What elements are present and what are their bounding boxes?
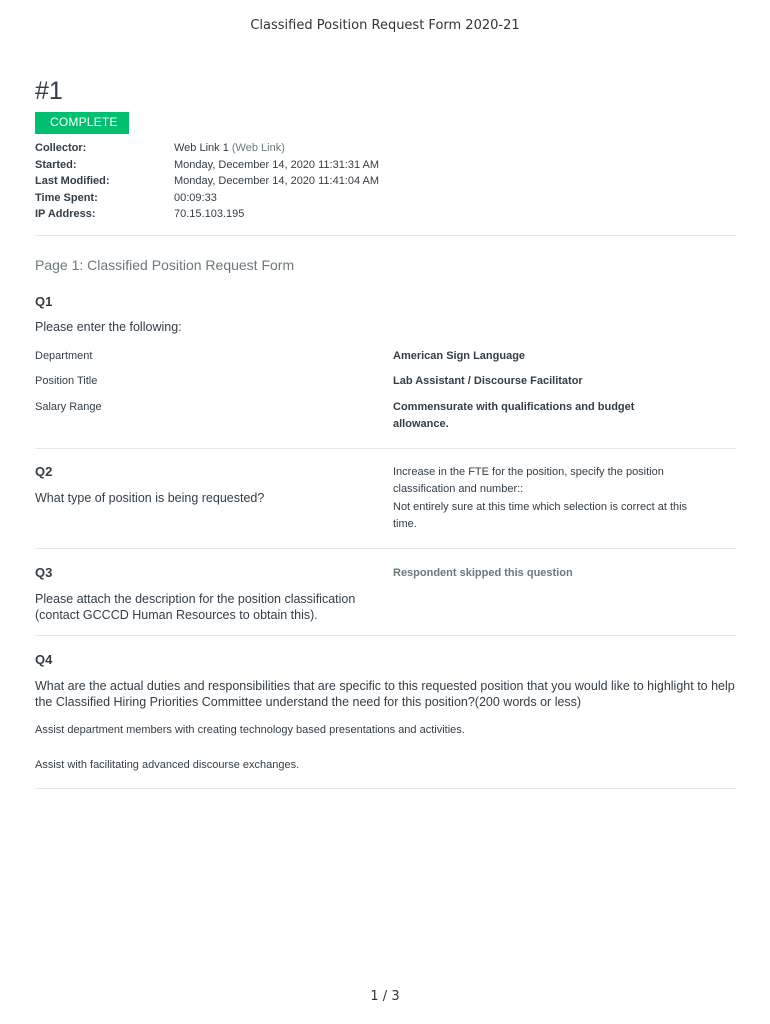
collector-type: (Web Link) <box>231 142 285 154</box>
question-left-col <box>35 565 393 623</box>
answer-row-position-title <box>35 373 736 399</box>
answer-text: Assist department members with creating technology based presentations and activities. <box>35 723 465 736</box>
divider <box>35 635 736 636</box>
meta-label: Started: <box>35 158 77 171</box>
meta-label: IP Address: <box>35 208 96 220</box>
answer-key: Position Title <box>35 375 98 387</box>
question-left-col <box>35 464 393 534</box>
question-label-q3: Q3 <box>35 564 53 580</box>
status-badge: COMPLETE <box>35 112 129 134</box>
response-metadata <box>35 140 736 223</box>
question-label-q1: Q1 <box>35 293 53 309</box>
question-label-q2: Q2 <box>35 463 53 479</box>
meta-value: Monday, December 14, 2020 11:31:31 AM <box>174 158 380 171</box>
meta-value: 00:09:33 <box>174 191 217 204</box>
meta-label: Collector: <box>35 142 87 154</box>
meta-value: 70.15.103.195 <box>174 208 245 220</box>
answer-value: Commensurate with qualifications and budget allowance. <box>393 400 635 430</box>
answer-value: American Sign Language <box>393 349 526 362</box>
meta-value: Monday, December 14, 2020 11:41:04 AM <box>174 175 380 187</box>
collector-name: Web Link 1 <box>174 142 229 154</box>
divider <box>35 448 736 449</box>
divider <box>35 235 736 236</box>
answer-key: Department <box>35 349 93 362</box>
question-text-q2: What type of position is being requested? <box>35 490 265 505</box>
page-number: 1 / 3 <box>370 989 400 1004</box>
meta-row-time-spent <box>35 190 736 207</box>
meta-row-collector <box>35 140 736 157</box>
answer-value: Lab Assistant / Discourse Facilitator <box>393 375 583 387</box>
meta-row-ip-address <box>35 206 736 223</box>
answer-row-salary-range <box>35 399 736 433</box>
meta-label: Time Spent: <box>35 191 98 204</box>
skipped-notice: Respondent skipped this question <box>393 566 573 579</box>
answer-row-department <box>35 348 736 374</box>
meta-label: Last Modified: <box>35 175 110 187</box>
meta-row-started <box>35 157 736 174</box>
page-title: Page 1: Classified Position Request Form <box>35 256 295 273</box>
question-text-q3: Please attach the description for the position classification (contact GCCCD Human Resources to obtain this). <box>35 591 356 622</box>
answer-text: Not entirely sure at this time which selection is correct at this time. <box>393 500 688 530</box>
response-content <box>35 76 736 789</box>
question-block-q3 <box>35 565 736 623</box>
q1-answer-grid <box>35 348 736 433</box>
response-number: #1 <box>35 77 63 105</box>
divider <box>35 548 736 549</box>
divider <box>35 788 736 789</box>
question-block-q2 <box>35 464 736 534</box>
question-text-q4: What are the actual duties and responsibilities that are specific to this requested position that you would like to highlight to help the Classified Hiring Priorities Committee understand the need for this position?(200 words or less) <box>35 678 735 709</box>
answer-text: Assist with facilitating advanced discourse exchanges. <box>35 758 300 771</box>
meta-row-last-modified <box>35 173 736 190</box>
question-answer-q2 <box>393 464 693 534</box>
answer-key: Salary Range <box>35 400 102 413</box>
question-text-q1: Please enter the following: <box>35 319 182 334</box>
document-header: Classified Position Request Form 2020-21 <box>250 18 520 33</box>
question-answer-q3 <box>393 565 693 623</box>
answer-heading: Increase in the FTE for the position, specify the position classification and number:: <box>393 465 664 495</box>
meta-value <box>174 140 285 157</box>
question-label-q4: Q4 <box>35 651 53 667</box>
